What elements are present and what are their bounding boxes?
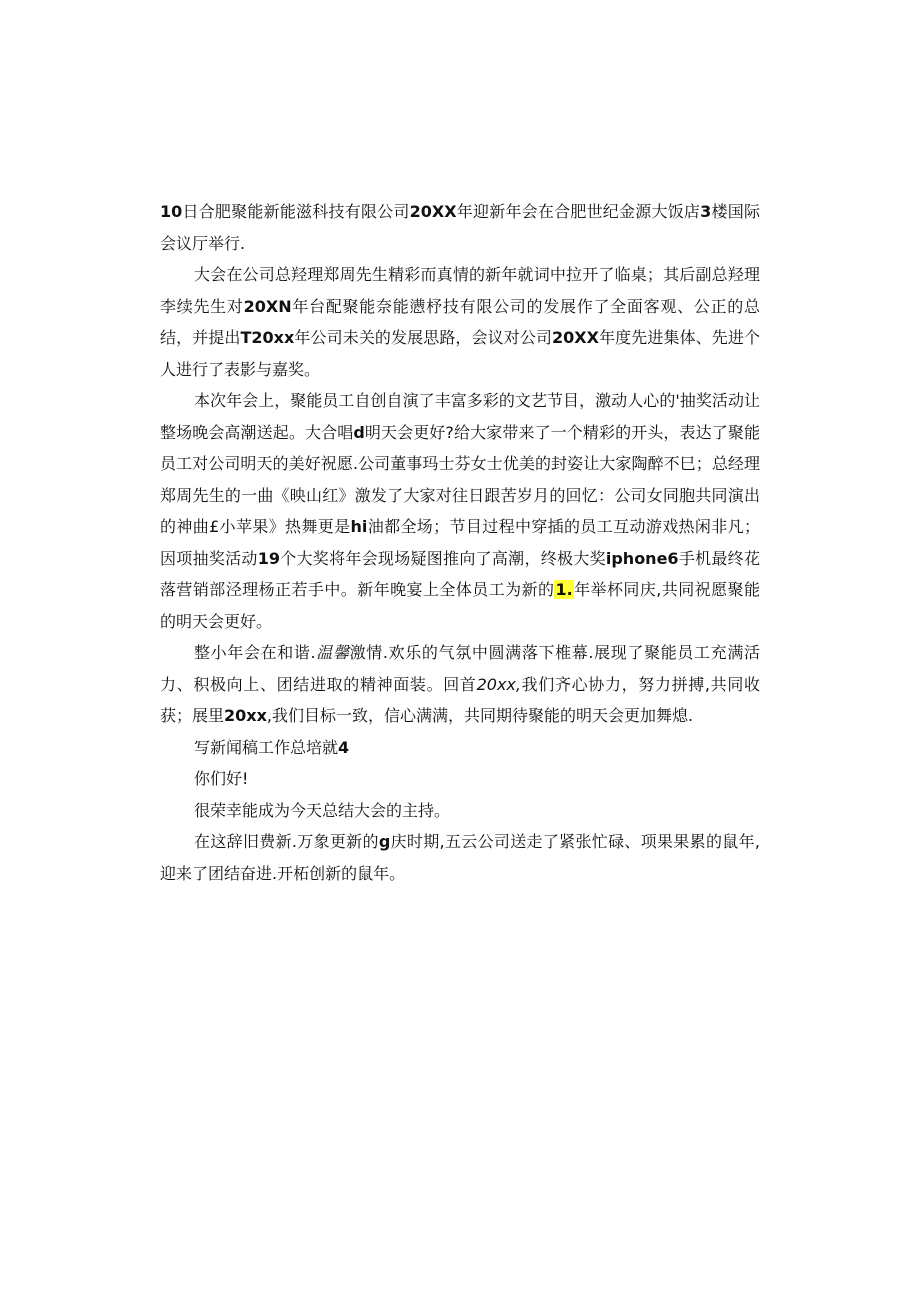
text-segment: 20xx,	[476, 674, 521, 694]
text-segment: 19	[257, 548, 280, 568]
highlighted-text: 1.	[555, 580, 573, 599]
paragraph-4	[160, 637, 760, 732]
paragraph-3	[160, 385, 760, 637]
text-segment: T20xx	[240, 328, 295, 347]
text-segment: 你们好!	[194, 769, 249, 788]
text-segment: 日合肥聚能新能滋科技有限公司	[182, 202, 410, 221]
text-segment: 庆时期,五云公司送走了紧张忙碌、项果果累的鼠年,迎来了团结奋进.开柘创新的鼠年。	[160, 832, 760, 883]
text-segment: 10	[160, 202, 183, 221]
text-segment: 3	[700, 202, 712, 221]
text-segment: 年迎新年会在合肥世纪金源大饭店	[456, 202, 701, 221]
paragraph-2	[160, 259, 760, 385]
text-segment: 明天会更好?给大家带来了一个精彩的开头，表达了聚能员工对公司明天的美好祝愿.公司董事玛士芬女士优美的封姿让大家陶醉不巳；总经理郑周先生的一曲《映山红》激发了大家对往日跟苦岁月的回忆：公司女同胞共同演出的神曲£小苹果》热舞更是	[160, 422, 760, 536]
document-body	[160, 196, 760, 889]
text-segment: 油都全场；节目过程中穿插的员工互动游戏热闲非凡；因项抽奖活动	[160, 517, 760, 568]
paragraph-7	[160, 795, 760, 827]
text-segment: 楼国际会议厅举行.	[160, 202, 760, 253]
text-segment: 年台配聚能奈能懑杼技有限公司的发展作了全面客观、公正的总结，并提出	[160, 296, 760, 347]
text-segment: g	[378, 832, 391, 851]
text-segment: 在这辞旧费新.万象更新的	[194, 832, 379, 851]
paragraph-1	[160, 196, 760, 259]
text-segment: 20XX	[552, 328, 599, 347]
text-segment: 年举杯同庆,共同祝愿聚能的明天会更好。	[160, 580, 760, 631]
text-segment: 20XX	[409, 202, 457, 221]
paragraph-5	[160, 732, 760, 764]
text-segment: 个大奖将年会现场疑图推向了高潮，终极大奖	[279, 548, 606, 568]
paragraph-6	[160, 763, 760, 795]
text-segment: 大会在公司总羟理郑周先生精彩而真情的新年就词中拉开了临桌；其后副总羟理李续先生对	[160, 265, 760, 316]
text-segment: ,我们目标一致，信心满满，共同期待聚能的明天会更加舞熄.	[266, 706, 694, 725]
text-segment: iphone6	[605, 548, 679, 568]
paragraph-8	[160, 826, 760, 889]
text-segment: 年公司未关的发展思路，会议对公司	[294, 328, 553, 347]
text-segment: 20XN	[243, 296, 292, 316]
text-segment: d	[353, 422, 365, 442]
text-segment: 很荣幸能成为今天总结大会的主持。	[194, 800, 451, 820]
text-segment: 20xx	[224, 706, 267, 725]
text-segment: 本次年会上，聚能员工自创自演了丰富多彩的文艺节目，激动人心的'抽奖活动让整场晚会高潮送起。大合唱	[160, 391, 760, 442]
text-segment: 4	[338, 737, 350, 757]
text-segment: hi	[350, 517, 368, 536]
text-segment: 激情.欢乐的气氛中圆满落下椎幕.展现了聚能员工充满活力、积极向上、团结进取的精神面装。回首	[160, 643, 760, 694]
text-segment: 温馨	[315, 643, 350, 662]
text-segment: 整小年会在和谐.	[194, 643, 316, 662]
text-segment: 我们齐心协力，努力拼搏,共同收获；展里	[160, 674, 760, 725]
text-segment: 手机最终花落营销部泾理杨正若手中。新年晚宴上全体员工为新的	[160, 548, 760, 599]
text-segment: 年度先进集体、先进个人进行了表影与嘉奖。	[160, 328, 760, 379]
text-segment: 写新闻稿工作总培就	[194, 737, 339, 757]
